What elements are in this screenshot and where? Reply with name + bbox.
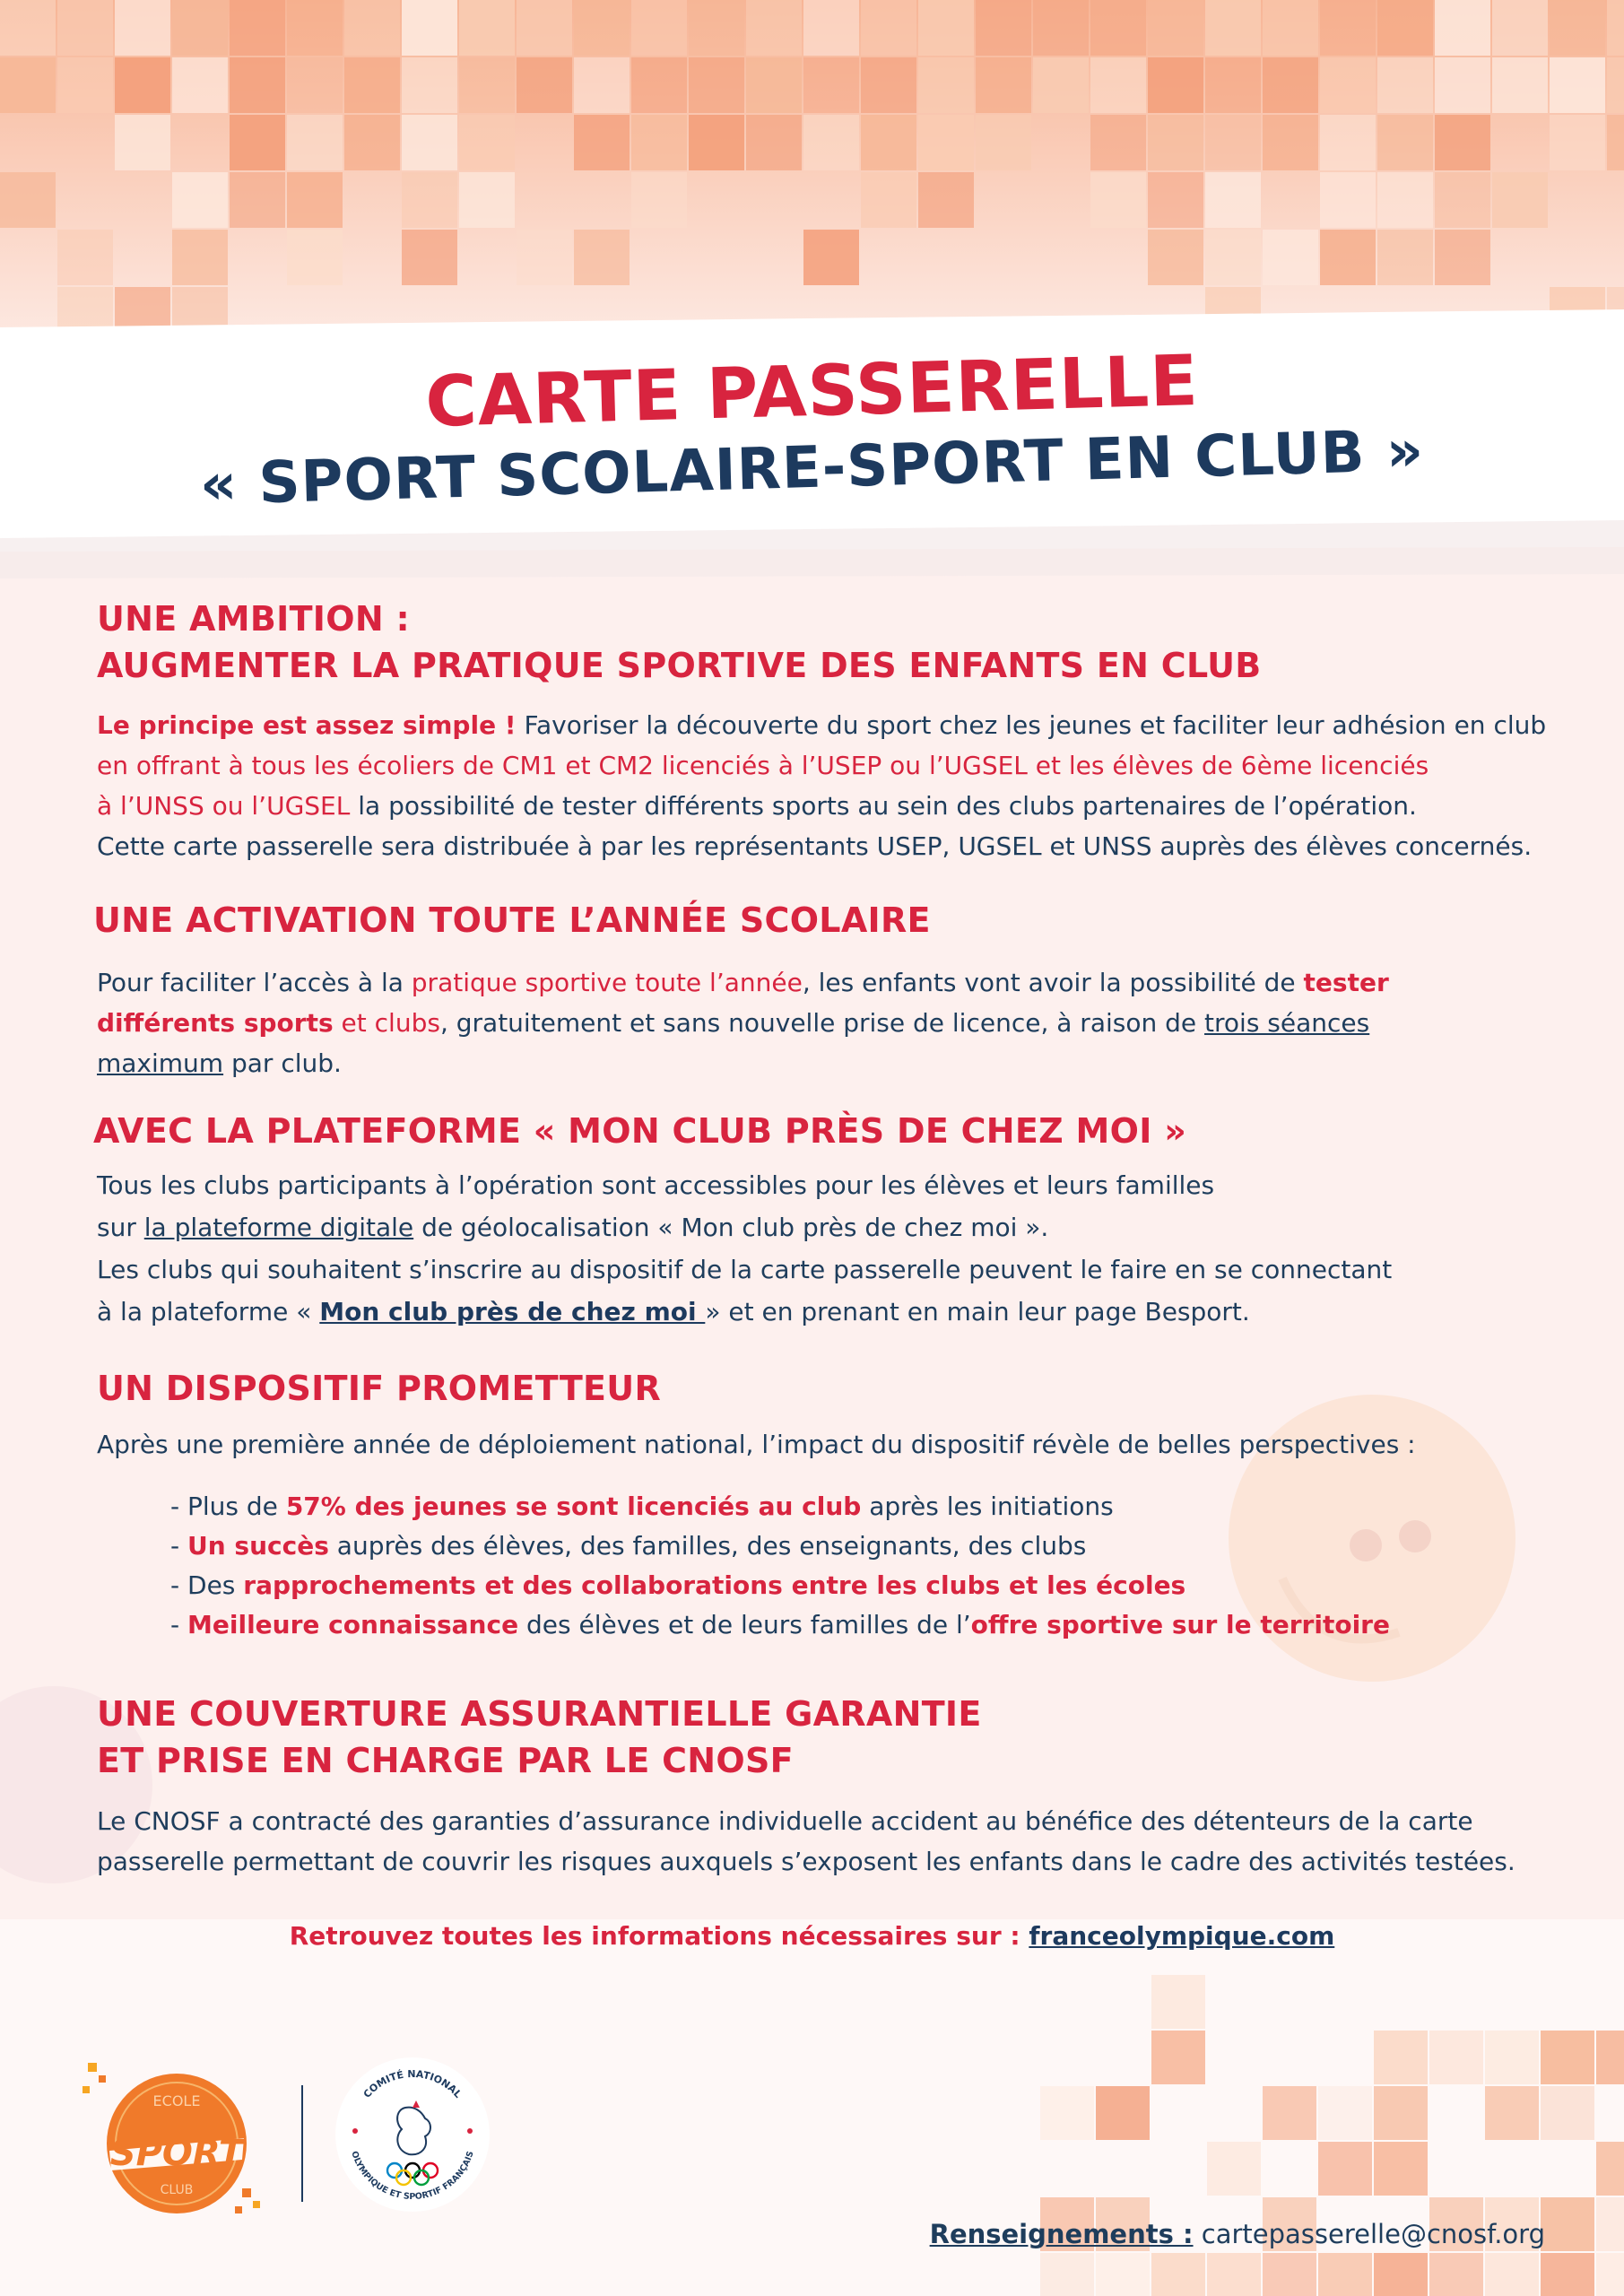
ambition-text-3: la possibilité de tester différents sports au sein des clubs partenaires de l’opération. — [350, 791, 1417, 821]
contact-label: Renseignements : — [929, 2219, 1194, 2249]
activation-text: , les enfants vont avoir la possibilité de — [802, 968, 1304, 997]
activation-red-bold: tester — [1303, 968, 1389, 997]
activation-text: par club. — [223, 1048, 342, 1078]
activation-red-text: et clubs — [333, 1008, 440, 1038]
ambition-text-1: Favoriser la découverte du sport chez les jeunes et faciliter leur adhésion en club — [516, 710, 1547, 740]
dispositif-intro: Après une première année de déploiement national, l’impact du dispositif révèle de belles perspectives : — [97, 1430, 1416, 1459]
list-text: après les initiations — [861, 1492, 1114, 1521]
heading-line-1: UNE COUVERTURE ASSURANTIELLE GARANTIE — [97, 1694, 982, 1734]
list-text: - — [170, 1531, 188, 1561]
list-red-text: Un succès — [187, 1531, 329, 1561]
activation-paragraph — [97, 962, 1389, 1083]
heading-line-1: UNE AMBITION : — [97, 599, 410, 639]
list-item — [170, 1605, 1390, 1645]
assurance-text: Le CNOSF a contracté des garanties d’assurance individuelle accident au bénéfice des détenteurs de la carte — [97, 1806, 1473, 1836]
ambition-paragraph — [97, 705, 1546, 866]
logo-club-text: CLUB — [160, 2183, 194, 2197]
cnosf-top-text: COMITÉ NATIONAL — [360, 2067, 465, 2100]
plateforme-text: sur — [97, 1213, 144, 1242]
franceolympique-link[interactable]: franceolympique.com — [1029, 1921, 1335, 1951]
plateforme-text: Tous les clubs participants à l’opération sont accessibles pour les élèves et leurs familles — [97, 1170, 1215, 1200]
assurance-text: passerelle permettant de couvrir les risques auxquels s’exposent les enfants dans le cadre des activités testées. — [97, 1847, 1515, 1876]
section-ambition-heading — [97, 596, 1262, 689]
list-item — [170, 1526, 1390, 1566]
page-subtitle: « SPORT SCOLAIRE-SPORT EN CLUB » — [198, 417, 1426, 519]
plateforme-text: Les clubs qui souhaitent s’inscrire au dispositif de la carte passerelle peuvent le faire en se connectant — [97, 1255, 1393, 1284]
logo-divider — [301, 2085, 303, 2202]
activation-text: , gratuitement et sans nouvelle prise de licence, à raison de — [439, 1008, 1205, 1038]
section-dispositif-heading: UN DISPOSITIF PROMETTEUR — [97, 1369, 662, 1408]
plateforme-paragraph — [97, 1164, 1392, 1333]
page-title: CARTE PASSERELLE — [424, 340, 1200, 444]
list-text: auprès des élèves, des familles, des enseignants, des clubs — [328, 1531, 1087, 1561]
activation-underlined: trois séances — [1204, 1008, 1370, 1038]
plateforme-digitale-link[interactable]: la plateforme digitale — [143, 1213, 414, 1242]
plateforme-text: à la plateforme « — [97, 1297, 320, 1326]
footer-info — [0, 1921, 1624, 1951]
plateforme-text: de géolocalisation « Mon club près de chez moi ». — [413, 1213, 1049, 1242]
ecole-sport-club-logo — [83, 2054, 271, 2233]
ambition-emphasis: Le principe est assez simple ! — [97, 710, 517, 740]
heading-line-2: AUGMENTER LA PRATIQUE SPORTIVE DES ENFANTS EN CLUB — [97, 646, 1262, 685]
ambition-text-3-red: à l’UNSS ou l’UGSEL — [97, 791, 351, 821]
dispositif-list — [170, 1487, 1390, 1645]
cnosf-bottom-text: OLYMPIQUE ET SPORTIF FRANÇAIS — [349, 2150, 476, 2203]
activation-red-text: pratique sportive toute l’année — [411, 968, 803, 997]
section-activation-heading: UNE ACTIVATION TOUTE L’ANNÉE SCOLAIRE — [93, 900, 931, 940]
list-red-text: Meilleure connaissance — [187, 1610, 519, 1639]
list-text: - Des — [170, 1570, 244, 1600]
list-red-text: rapprochements et des collaborations entre les clubs et les écoles — [243, 1570, 1186, 1600]
activation-text: Pour faciliter l’accès à la — [97, 968, 412, 997]
contact-email[interactable]: cartepasserelle@cnosf.org — [1193, 2219, 1545, 2249]
plateforme-text: » et en prenant en main leur page Besport. — [705, 1297, 1250, 1326]
list-text: - — [170, 1610, 188, 1639]
assurance-paragraph — [97, 1801, 1515, 1882]
logo-sport-text: SPORT — [109, 2133, 244, 2174]
contact-info — [930, 2219, 1545, 2249]
cnosf-logo — [332, 2054, 493, 2215]
list-red-text: 57% des jeunes se sont licenciés au club — [285, 1492, 862, 1521]
list-text: - Plus de — [170, 1492, 286, 1521]
activation-red-bold: différents sports — [97, 1008, 334, 1038]
ambition-text-2: en offrant à tous les écoliers de CM1 et CM2 licenciés à l’USEP ou l’UGSEL et les élèves de 6ème licenciés — [97, 751, 1429, 780]
section-assurance-heading — [97, 1691, 982, 1784]
footer-info-text: Retrouvez toutes les informations nécessaires sur : — [289, 1921, 1029, 1951]
section-plateforme-heading: AVEC LA PLATEFORME « MON CLUB PRÈS DE CHEZ MOI » — [93, 1111, 1187, 1151]
list-item — [170, 1566, 1390, 1605]
list-red-text: offre sportive sur le territoire — [970, 1610, 1390, 1639]
ambition-text-4: Cette carte passerelle sera distribuée à par les représentants USEP, UGSEL et UNSS auprès des élèves concernés. — [97, 831, 1533, 861]
activation-underlined: maximum — [97, 1048, 224, 1078]
heading-line-2: ET PRISE EN CHARGE PAR LE CNOSF — [97, 1741, 794, 1780]
mon-club-link[interactable]: Mon club près de chez moi — [319, 1297, 706, 1326]
list-item — [170, 1487, 1390, 1526]
logo-ecole-text: ECOLE — [152, 2092, 201, 2109]
list-text: des élèves et de leurs familles de l’ — [518, 1610, 971, 1639]
